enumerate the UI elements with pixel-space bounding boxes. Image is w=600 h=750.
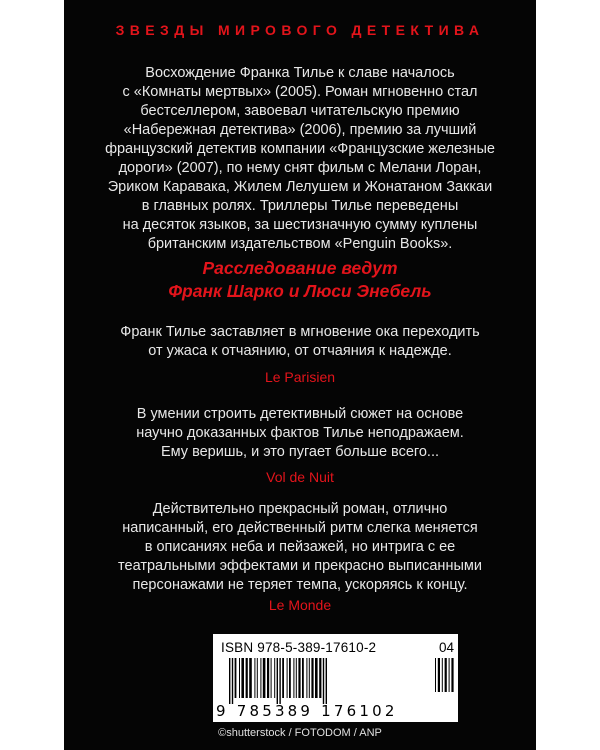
barcode-bar	[289, 658, 291, 698]
quote-line: от ужаса к отчаянию, от отчаяния к надежде.	[148, 343, 452, 359]
barcode-guard-bar	[232, 658, 233, 704]
photo-credit: ©shutterstock / FOTODOM / ANP	[218, 727, 382, 739]
barcode-bar	[282, 658, 284, 698]
quote-line: в описаниях неба и пейзажей, но интрига с ее	[144, 539, 456, 555]
author-bio	[74, 64, 526, 254]
barcode-addon-bar	[438, 658, 440, 692]
bio-line: британским издательством «Penguin Books».	[147, 236, 453, 252]
barcode-bar	[267, 658, 269, 698]
barcode-addon-bar	[445, 658, 447, 692]
quote-line: Франк Тилье заставляет в мгновение ока переходить	[120, 324, 480, 340]
barcode-bar	[296, 658, 297, 698]
barcode-bar	[239, 658, 240, 698]
barcode-addon-bar	[442, 658, 443, 692]
review-quote	[74, 405, 526, 462]
barcode-bar	[302, 658, 304, 698]
barcode-bar	[241, 658, 244, 698]
barcode-guard-bar	[277, 658, 278, 704]
barcode-bar	[311, 658, 313, 698]
barcode-bar	[306, 658, 307, 698]
barcode-digits: 9 785389 176102	[216, 702, 398, 720]
review-quote	[74, 323, 526, 361]
quote-line: написанный, его действенный ритм слегка меняется	[122, 520, 478, 536]
bio-line: бестселлером, завоевал читательскую премию	[140, 103, 460, 119]
series-title: ЗВЕЗДЫ МИРОВОГО ДЕТЕКТИВА	[115, 22, 485, 38]
barcode-bar	[249, 658, 252, 698]
heading-line: Расследование ведут	[202, 258, 398, 278]
investigation-heading	[64, 257, 536, 303]
barcode-guard-bar	[229, 658, 230, 704]
bio-line: Эриком Каравака, Жилем Лелушем и Жонатаном Заккаи	[107, 179, 493, 195]
quote-line: персонажами не теряет темпа, ускоряясь к концу.	[132, 577, 468, 593]
barcode-bar	[271, 658, 272, 698]
isbn-barcode	[213, 634, 458, 722]
quote-line: научно доказанных фактов Тилье неподражаем.	[136, 425, 464, 441]
barcode-bar	[315, 658, 318, 698]
barcode-bar	[309, 658, 310, 698]
barcode-bar	[287, 658, 288, 698]
barcode-bar	[319, 658, 321, 698]
barcode-guard-bar	[279, 658, 280, 704]
bio-line: французский детектив компании «Французские железные	[105, 141, 495, 157]
barcode-bar	[246, 658, 248, 698]
barcode-bar	[235, 658, 237, 698]
bio-line: на десяток языков, за шестизначную сумму куплены	[122, 217, 478, 233]
barcode-bar	[254, 658, 255, 698]
barcode-bar	[260, 658, 261, 698]
barcode-bar	[257, 658, 258, 698]
barcode-addon: 04	[439, 640, 455, 655]
review-source: Le Parisien	[264, 369, 336, 385]
review-quote	[74, 500, 526, 595]
barcode-guard-bar	[323, 658, 324, 704]
bio-line: «Набережная детектива» (2006), премию за лучший	[123, 122, 477, 138]
barcode-addon-bar	[435, 658, 436, 692]
bio-line: Восхождение Франка Тилье к славе началось	[145, 65, 455, 81]
back-cover	[64, 0, 536, 750]
barcode-bar	[274, 658, 275, 698]
isbn-label: ISBN 978-5-389-17610-2	[221, 640, 377, 655]
bio-line: в главных ролях. Триллеры Тилье переведены	[141, 198, 459, 214]
quote-line: Ему веришь, и это пугает больше всего...	[160, 444, 440, 460]
barcode-bar	[263, 658, 266, 698]
review-source: Le Monde	[268, 597, 332, 613]
bio-line: с «Комнаты мертвых» (2005). Роман мгновенно стал	[122, 84, 478, 100]
review-source: Vol de Nuit	[266, 469, 334, 485]
quote-line: В умении строить детективный сюжет на основе	[136, 406, 464, 422]
barcode-bar	[298, 658, 300, 698]
bio-line: дороги» (2007), по нему снят фильм с Мелани Лоран,	[118, 160, 482, 176]
barcode-guard-bar	[326, 658, 327, 704]
barcode-bar	[293, 658, 294, 698]
barcode-addon-bar	[449, 658, 450, 692]
quote-line: Действительно прекрасный роман, отлично	[152, 501, 448, 517]
barcode-addon-bar	[451, 658, 453, 692]
heading-line: Франк Шарко и Люси Энебель	[168, 281, 432, 301]
quote-line: театральными эффектами и прекрасно выписанными	[118, 558, 482, 574]
